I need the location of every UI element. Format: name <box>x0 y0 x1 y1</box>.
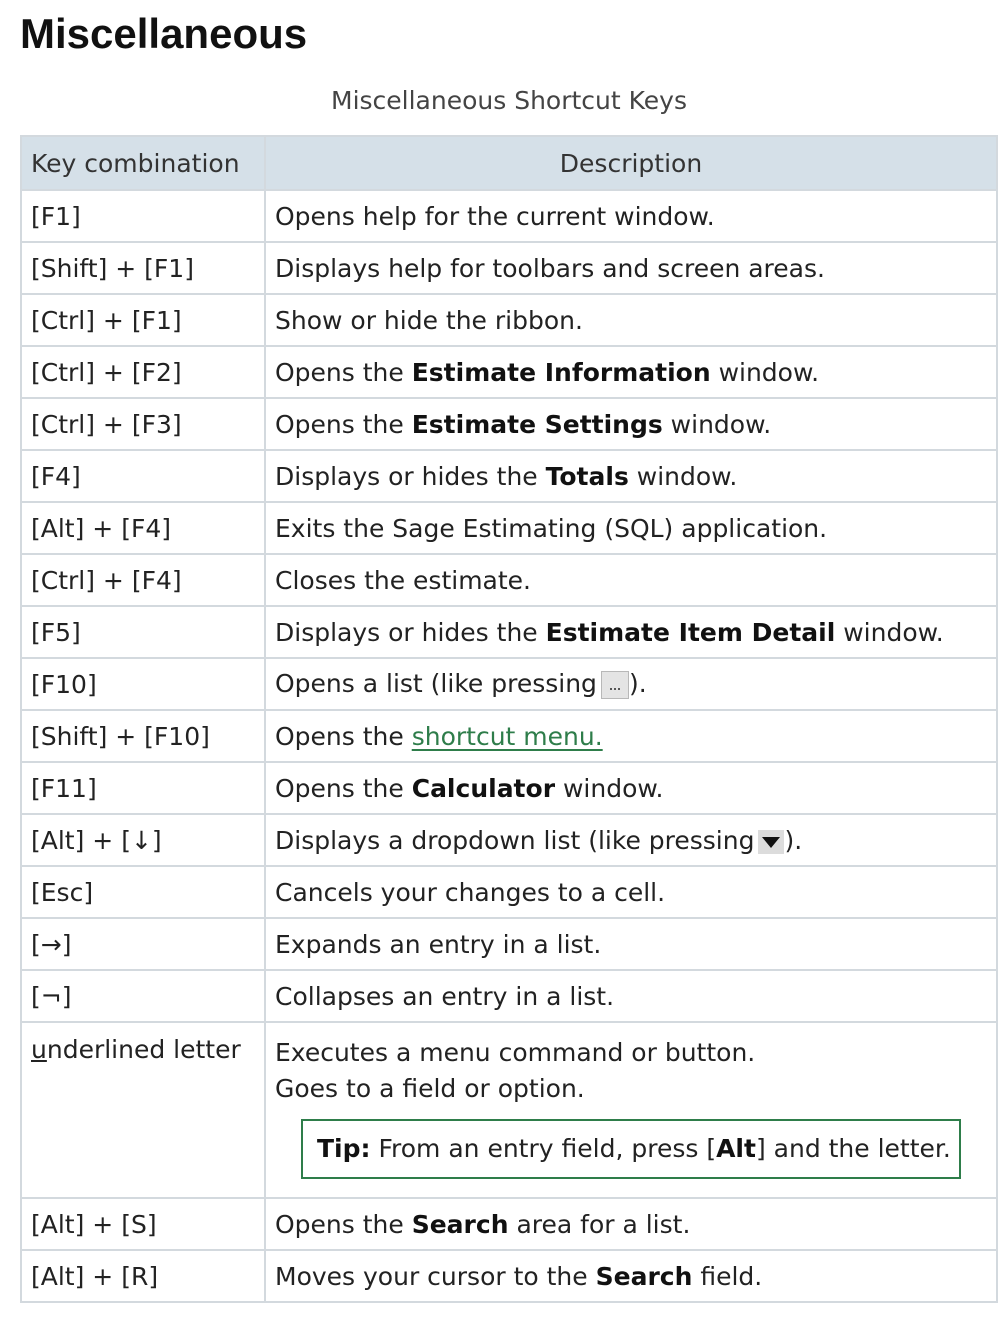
table-row <box>21 866 997 918</box>
description-text: Exits the Sage Estimating (SQL) application. <box>275 513 828 543</box>
key-text: nderlined letter <box>46 1035 241 1064</box>
description-text: Opens a list (like pressing <box>275 669 597 698</box>
key-cell: [F1] <box>21 190 265 242</box>
description-text: window. <box>555 773 664 803</box>
description-cell <box>265 294 997 346</box>
table-row <box>21 346 997 398</box>
description-text: ). <box>784 825 803 855</box>
description-line-1: Executes a menu command or button. <box>275 1038 756 1067</box>
shortcut-table <box>20 135 998 1303</box>
table-row <box>21 1198 997 1250</box>
tip-text: From an entry field, press [ <box>370 1134 717 1163</box>
description-cell <box>265 1198 997 1250</box>
key-cell: [Esc] <box>21 866 265 918</box>
description-text: Show or hide the ribbon. <box>275 305 583 335</box>
shortcut-menu-link[interactable]: shortcut menu. <box>411 721 603 751</box>
description-cell <box>265 658 997 710</box>
table-row <box>21 606 997 658</box>
table-row <box>21 658 997 710</box>
description-text: Displays help for toolbars and screen areas. <box>275 253 825 283</box>
description-text: Opens the <box>275 357 412 387</box>
table-row <box>21 970 997 1022</box>
key-cell: [F5] <box>21 606 265 658</box>
description-text: Displays or hides the <box>275 617 546 647</box>
table-row <box>21 918 997 970</box>
description-text: Closes the estimate. <box>275 565 532 595</box>
description-cell <box>265 1022 997 1198</box>
table-row <box>21 190 997 242</box>
table-row <box>21 814 997 866</box>
description-text: Opens the <box>275 721 412 751</box>
description-text: Cancels your changes to a cell. <box>275 877 666 907</box>
description-cell <box>265 814 997 866</box>
description-cell <box>265 606 997 658</box>
description-text: field. <box>692 1261 763 1291</box>
tip-box <box>301 1119 961 1179</box>
window-name: Calculator <box>411 773 556 803</box>
table-row <box>21 450 997 502</box>
table-row <box>21 1022 997 1198</box>
key-cell: [Shift] + [F10] <box>21 710 265 762</box>
table-caption: Miscellaneous Shortcut Keys <box>331 86 687 115</box>
key-cell: [¬] <box>21 970 265 1022</box>
underlined-first-letter: u <box>31 1035 47 1064</box>
window-name: Estimate Item Detail <box>545 617 836 647</box>
description-text: Displays or hides the <box>275 461 546 491</box>
description-text: Opens help for the current window. <box>275 201 715 231</box>
tip-key: Alt <box>716 1134 756 1163</box>
key-cell: [Shift] + [F1] <box>21 242 265 294</box>
description-cell <box>265 762 997 814</box>
window-name: Estimate Settings <box>411 409 663 439</box>
description-cell <box>265 398 997 450</box>
description-text: Collapses an entry in a list. <box>275 981 615 1011</box>
description-text: Opens the <box>275 1209 412 1239</box>
description-text: window. <box>628 461 738 491</box>
table-row <box>21 710 997 762</box>
key-cell: [Alt] + [F4] <box>21 502 265 554</box>
description-text: window. <box>835 617 944 647</box>
key-cell: [Ctrl] + [F1] <box>21 294 265 346</box>
description-text: Opens the <box>275 773 412 803</box>
key-cell: [Ctrl] + [F3] <box>21 398 265 450</box>
description-cell <box>265 710 997 762</box>
key-cell: [Ctrl] + [F4] <box>21 554 265 606</box>
description-cell <box>265 190 997 242</box>
description-cell <box>265 502 997 554</box>
description-text: window. <box>710 357 820 387</box>
table-row <box>21 294 997 346</box>
description-text: Expands an entry in a list. <box>275 929 602 959</box>
column-header-key: Key combination <box>21 136 265 190</box>
key-cell: [Ctrl] + [F2] <box>21 346 265 398</box>
key-cell: [F4] <box>21 450 265 502</box>
description-line-2: Goes to a field or option. <box>275 1074 585 1103</box>
description-cell <box>265 242 997 294</box>
window-name: Search <box>595 1261 693 1291</box>
description-text: Moves your cursor to the <box>275 1261 596 1291</box>
key-cell: [Alt] + [R] <box>21 1250 265 1302</box>
dropdown-arrow-icon <box>758 830 784 854</box>
table-row <box>21 242 997 294</box>
window-name: Totals <box>545 461 629 491</box>
table-row <box>21 762 997 814</box>
tip-text: ] and the letter. <box>755 1134 951 1163</box>
key-cell: [→] <box>21 918 265 970</box>
description-text: Displays a dropdown list (like pressing <box>275 825 755 855</box>
tip-label: Tip: <box>317 1134 371 1163</box>
table-row <box>21 398 997 450</box>
description-cell <box>265 918 997 970</box>
ellipsis-button-icon <box>601 671 629 699</box>
description-cell <box>265 346 997 398</box>
window-name: Search <box>411 1209 509 1239</box>
description-text: area for a list. <box>508 1209 691 1239</box>
column-header-description: Description <box>265 136 997 190</box>
key-cell: [F11] <box>21 762 265 814</box>
table-row <box>21 502 997 554</box>
window-name: Estimate Information <box>411 357 711 387</box>
key-cell: [Alt] + [↓] <box>21 814 265 866</box>
page-title: Miscellaneous <box>20 10 308 57</box>
header-row <box>21 136 997 190</box>
description-cell <box>265 450 997 502</box>
key-cell: [F10] <box>21 658 265 710</box>
description-cell <box>265 866 997 918</box>
key-cell <box>21 1022 265 1198</box>
description-cell <box>265 554 997 606</box>
description-text: Opens the <box>275 409 412 439</box>
key-cell: [Alt] + [S] <box>21 1198 265 1250</box>
description-text: window. <box>662 409 772 439</box>
description-text: ). <box>628 669 647 698</box>
description-cell <box>265 970 997 1022</box>
table-row <box>21 554 997 606</box>
table-row <box>21 1250 997 1302</box>
description-cell <box>265 1250 997 1302</box>
